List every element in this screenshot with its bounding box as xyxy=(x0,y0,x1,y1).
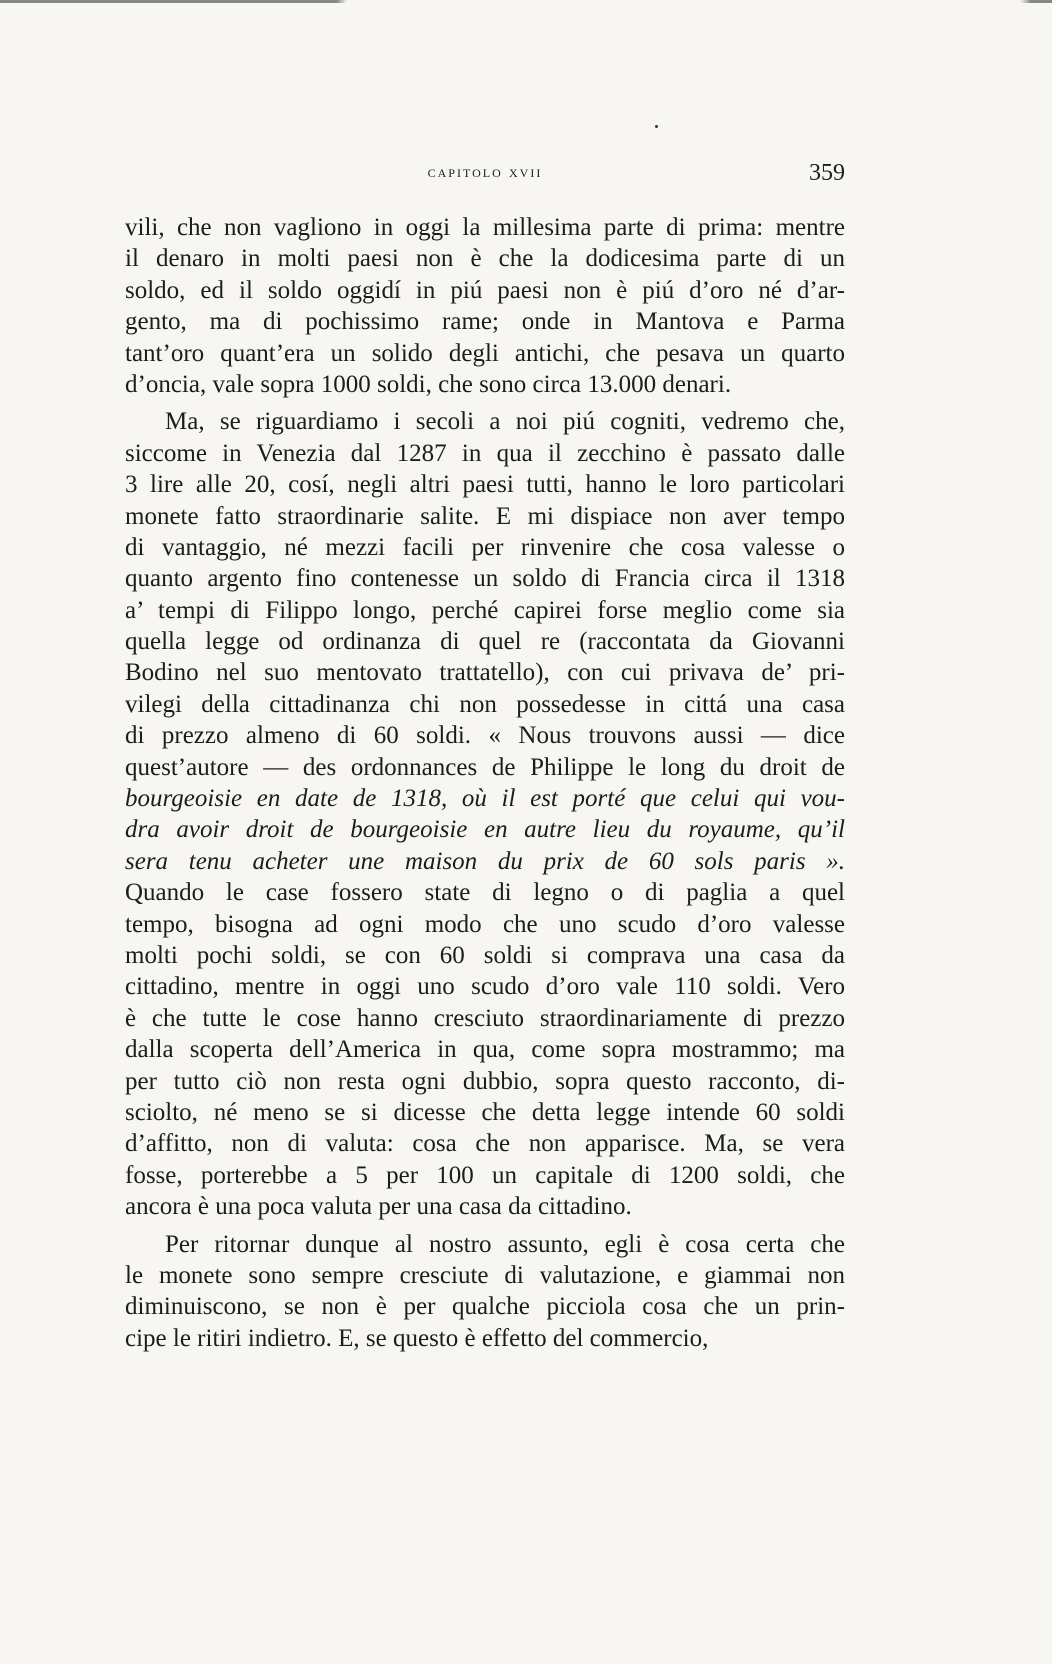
text-line: cipe le ritiri indietro. E, se questo è effetto del commercio, xyxy=(125,1324,709,1352)
text-line: d’affitto, non di valuta: cosa che non apparisce. Ma, se vera xyxy=(125,1130,845,1158)
text-line: Quando le case fossero state di legno o di paglia a quel xyxy=(125,879,845,907)
text-line: quanto argento fino contenesse un soldo di Francia circa il 1318 xyxy=(125,565,845,593)
text-line: per tutto ciò non resta ogni dubbio, sopra questo racconto, di- xyxy=(125,1067,845,1095)
text-line: è che tutte le cose hanno cresciuto straordinariamente di prezzo xyxy=(125,1004,845,1032)
paragraph xyxy=(125,212,845,400)
scan-speck xyxy=(655,125,658,128)
text-line: Per ritornar dunque al nostro assunto, egli è cosa certa che xyxy=(165,1230,845,1258)
text-line: d’oncia, vale sopra 1000 soldi, che sono circa 13.000 denari. xyxy=(125,370,732,398)
text-line: dra avoir droit de bourgeoisie en autre lieu du royaume, qu’il xyxy=(125,816,845,844)
text-line: sera tenu acheter une maison du prix de 60 sols paris ». xyxy=(125,847,845,875)
text-line: monete fatto straordinarie salite. E mi dispiace non aver tempo xyxy=(125,502,845,530)
text-line: tempo, bisogna ad ogni modo che uno scudo d’oro valesse xyxy=(125,910,845,938)
scan-edge-mark xyxy=(0,0,1052,3)
text-line: ancora è una poca valuta per una casa da cittadino. xyxy=(125,1193,632,1221)
text-line: 3 lire alle 20, cosí, negli altri paesi tutti, hanno le loro particolari xyxy=(125,471,845,499)
text-line: vilegi della cittadinanza chi non possedesse in cittá una casa xyxy=(125,690,845,718)
text-line: molti pochi soldi, se con 60 soldi si comprava una casa da xyxy=(125,941,845,969)
text-line: Bodino nel suo mentovato trattatello), con cui privava de’ pri- xyxy=(125,659,845,687)
chapter-title: capitolo xvii xyxy=(427,162,543,181)
page-number: 359 xyxy=(809,160,845,186)
text-line: il denaro in molti paesi non è che la dodicesima parte di un xyxy=(125,245,845,273)
text-line: a’ tempi di Filippo longo, perché capirei forse meglio come sia xyxy=(125,596,845,624)
text-line: quest’autore — des ordonnances de Philippe le long du droit de xyxy=(125,753,845,781)
paragraph xyxy=(125,1229,845,1355)
text-line: diminuiscono, se non è per qualche picciola cosa che un prin- xyxy=(125,1293,845,1321)
text-line: di vantaggio, né mezzi facili per rinvenire che cosa valesse o xyxy=(125,533,845,561)
text-line: dalla scoperta dell’America in qua, come sopra mostrammo; ma xyxy=(125,1036,845,1064)
text-line: fosse, porterebbe a 5 per 100 un capitale di 1200 soldi, che xyxy=(125,1161,845,1189)
body-text xyxy=(125,212,845,1354)
text-line: vili, che non vagliono in oggi la millesima parte di prima: mentre xyxy=(125,214,845,241)
text-line: quella legge od ordinanza di quel re (raccontata da Giovanni xyxy=(125,628,845,656)
text-line: cittadino, mentre in oggi uno scudo d’oro vale 110 soldi. Vero xyxy=(125,973,845,1001)
text-line: siccome in Venezia dal 1287 in qua il zecchino è passato dalle xyxy=(125,439,845,467)
text-line: gento, ma di pochissimo rame; onde in Mantova e Parma xyxy=(125,308,845,336)
text-line: sciolto, né meno se si dicesse che detta legge intende 60 soldi xyxy=(125,1098,845,1126)
running-head xyxy=(125,160,845,190)
text-line: tant’oro quant’era un solido degli antichi, che pesava un quarto xyxy=(125,339,845,367)
paragraph xyxy=(125,406,845,1222)
text-line: le monete sono sempre cresciute di valutazione, e giammai non xyxy=(125,1261,845,1289)
text-line: Ma, se riguardiamo i secoli a noi piú cogniti, vedremo che, xyxy=(165,408,845,436)
text-line: soldo, ed il soldo oggidí in piú paesi non è piú d’oro né d’ar- xyxy=(125,276,845,304)
text-line: di prezzo almeno di 60 soldi. « Nous trouvons aussi — dice xyxy=(125,722,845,750)
text-line: bourgeoisie en date de 1318, où il est porté que celui qui vou- xyxy=(125,785,845,813)
